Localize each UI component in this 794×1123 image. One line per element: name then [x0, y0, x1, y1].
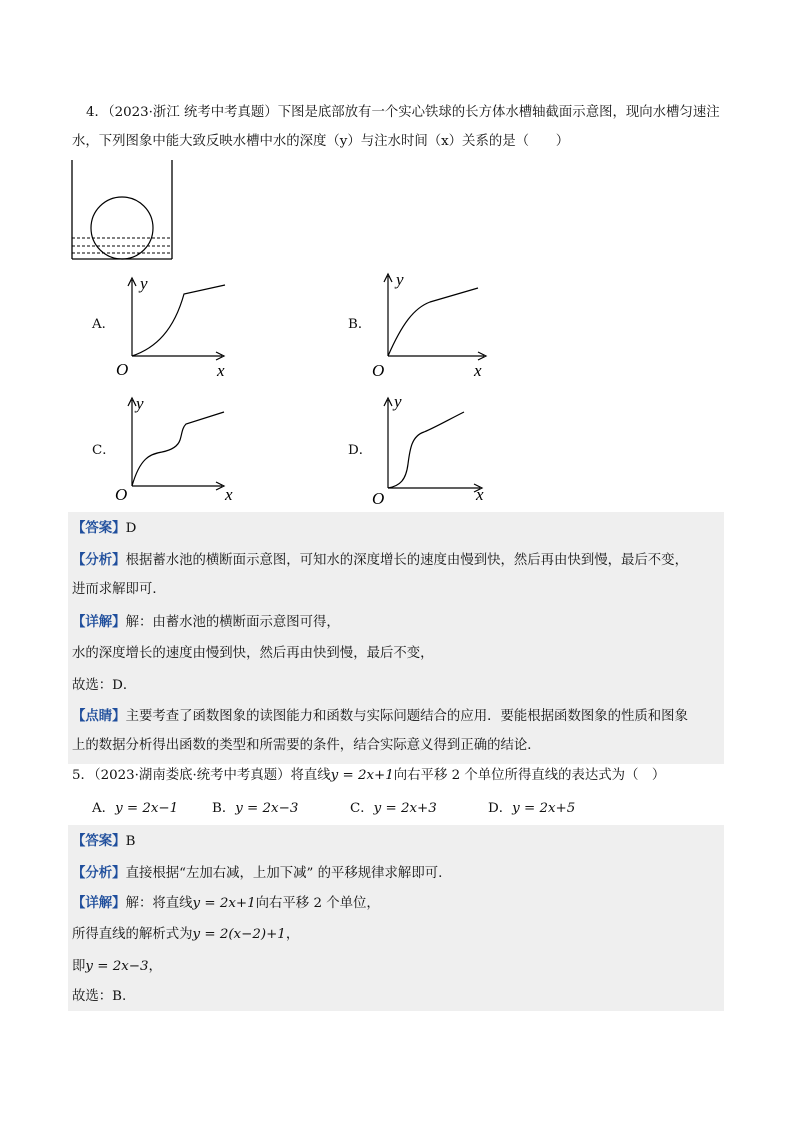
q5-analysis: [72, 863, 442, 884]
graph-d-y-label: y: [394, 392, 402, 411]
q5-detail-line2: [72, 925, 299, 945]
q5-stem-suffix: 向右平移 2 个单位所得直线的表达式为（ ）: [393, 768, 666, 783]
graph-c-y-label: y: [136, 394, 144, 413]
q5-choice-c[interactable]: [350, 799, 437, 819]
q5-choice-b-label: B．: [212, 801, 236, 816]
graph-d: [368, 392, 498, 506]
q5-answer-value: B: [125, 834, 136, 849]
option-d-label[interactable]: D．: [348, 443, 373, 458]
q4-detail-tag: 【详解】: [72, 614, 126, 630]
q4-comment-line2: 上的数据分析得出函数的类型和所需要的条件，结合实际意义得到正确的结论．: [72, 738, 541, 753]
q5-stem-equation: y = 2x+1: [330, 768, 394, 783]
graph-d-origin-label: O: [372, 489, 385, 508]
q5-detail2-suffix: ，: [285, 927, 300, 942]
option-a-label[interactable]: A．: [92, 317, 116, 332]
q4-detail-text: 解：由蓄水池的横断面示意图可得，: [125, 615, 340, 630]
q5-detail1-prefix: 解：将直线: [125, 896, 193, 911]
q5-detail-line1: [72, 893, 380, 914]
q4-answer-value: D: [125, 521, 137, 536]
q5-choice-c-expr: y = 2x+3: [373, 801, 437, 816]
graph-c-origin-label: O: [115, 485, 128, 504]
graph-b-origin-label: O: [372, 361, 385, 380]
option-b-label[interactable]: B．: [348, 317, 372, 332]
q4-analysis-line1: [72, 550, 688, 571]
q5-detail3-suffix: ，: [148, 959, 162, 974]
q4-stem-line1: 4．（2023·浙江 统考中考真题）下图是底部放有一个实心铁球的长方体水槽轴截面示意图，现向水槽匀速注: [86, 105, 720, 120]
q5-detail1-equation: y = 2x+1: [192, 896, 256, 911]
q4-detail-line2: 水的深度增长的速度由慢到快，然后再由快到慢，最后不变，: [72, 646, 434, 661]
q5-detail3-equation: y = 2x−3: [85, 959, 149, 974]
q4-analysis-line2: 进而求解即可．: [72, 582, 166, 597]
q5-choice-d-label: D．: [488, 801, 513, 816]
q4-stem-line2: 水，下列图象中能大致反映水槽中水的深度（y）与注水时间（x）关系的是（ ）: [72, 134, 570, 149]
graph-a-origin-label: O: [116, 360, 129, 379]
q4-comment-tag: 【点睛】: [72, 708, 126, 724]
q5-solution-panel: [68, 825, 724, 1011]
graph-a: [112, 272, 242, 382]
q5-detail3-prefix: 即: [72, 959, 86, 974]
q5-choice-c-label: C．: [350, 801, 374, 816]
q5-choice-b[interactable]: [212, 799, 298, 819]
q5-stem: [72, 766, 665, 786]
q5-choice-a-label: A．: [92, 801, 116, 816]
q5-analysis-text: 直接根据“左加右减，上加下减” 的平移规律求解即可.: [125, 866, 443, 881]
q5-detail2-prefix: 所得直线的解析式为: [72, 927, 193, 942]
q5-detail2-equation: y = 2(x−2)+1: [192, 927, 286, 942]
q4-answer: [72, 518, 136, 539]
q5-detail-line3: [72, 957, 162, 977]
q4-detail-line1: [72, 612, 340, 633]
graph-c: [112, 392, 242, 506]
q5-choice-b-expr: y = 2x−3: [235, 801, 299, 816]
q5-choice-d-expr: y = 2x+5: [512, 801, 576, 816]
q5-choice-a-expr: y = 2x−1: [115, 801, 179, 816]
q4-comment-text: 主要考查了函数图象的读图能力和函数与实际问题结合的应用．要能根据函数图象的性质和图象: [125, 709, 688, 724]
q5-answer: [72, 831, 135, 852]
q4-detail-line3: 故选：D．: [72, 678, 137, 693]
graph-a-x-label: x: [217, 361, 225, 380]
graph-a-y-label: y: [140, 274, 148, 293]
q5-analysis-tag: 【分析】: [72, 865, 126, 881]
q5-choice-d[interactable]: [488, 799, 575, 819]
graph-b-x-label: x: [474, 361, 482, 380]
q5-detail1-suffix: 向右平移 2 个单位，: [255, 896, 380, 911]
q4-comment-line1: [72, 706, 688, 727]
option-c-label[interactable]: C．: [92, 443, 116, 458]
q5-detail-tag: 【详解】: [72, 895, 126, 911]
graph-b: [368, 268, 498, 382]
graph-c-x-label: x: [225, 485, 233, 504]
graph-d-x-label: x: [476, 485, 484, 504]
q5-stem-prefix: 5．（2023·湖南娄底·统考中考真题）将直线: [72, 768, 331, 783]
q4-analysis-tag: 【分析】: [72, 552, 126, 568]
q5-choice-a[interactable]: [92, 799, 178, 819]
graph-b-y-label: y: [396, 270, 404, 289]
tank-figure: [72, 160, 176, 264]
q4-answer-tag: 【答案】: [72, 520, 126, 536]
q4-analysis-text: 根据蓄水池的横断面示意图，可知水的深度增长的速度由慢到快，然后再由快到慢，最后不变，: [125, 553, 688, 568]
q5-answer-tag: 【答案】: [72, 833, 126, 849]
q5-detail-line4: 故选：B.: [72, 989, 127, 1004]
